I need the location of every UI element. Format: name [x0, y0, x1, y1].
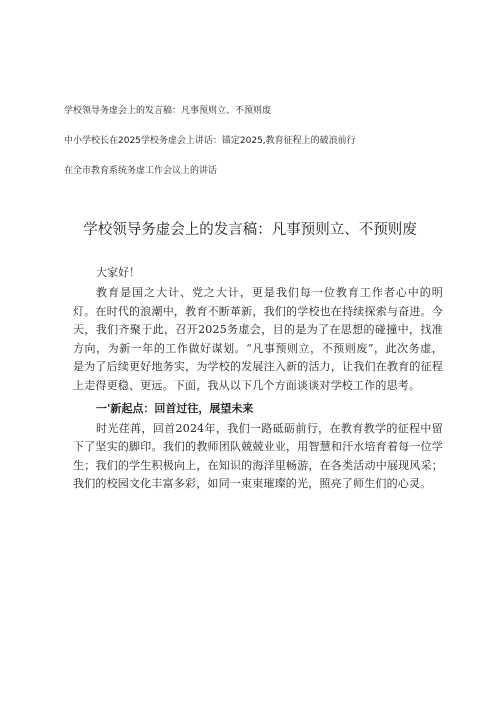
document-title: 学校领导务虚会上的发言稿：凡事预则立、不预则废	[83, 222, 417, 238]
toc-item-1[interactable]: 学校领导务虚会上的发言稿：凡事预则立、不预则废	[64, 106, 272, 116]
toc-item-2[interactable]: 中小学校长在2025学校务虚会上讲话：锚定2025,教育征程上的破浪前行	[64, 136, 356, 146]
document-body	[73, 264, 443, 494]
intro-paragraph: 教育是国之大计、党之大计，更是我们每一位教育工作者心中的明灯。在时代的浪潮中，教育不断革新，我们的学校也在持续探索与奋进。今天，我们齐聚于此，召开2025务虚会，目的是为了在思想的碰撞中，找准方向，为新一年的工作做好谋划。“凡事预则立，不预则废”，此次务虚，是为了后续更好地务实，为学校的发展注入新的活力，让我们在教育的征程上走得更稳、更远。下面，我从以下几个方面谈谈对学校工作的思考。	[73, 286, 443, 392]
section-heading: 一'新起点：回首过往，展望未来	[96, 401, 254, 415]
toc-item-3[interactable]: 在全市教育系统务虚工作会议上的讲话	[64, 166, 218, 176]
section-paragraph: 时光荏苒，回首2024年，我们一路砥砺前行，在教育教学的征程中留下了坚实的脚印。我们的教师团队兢兢业业，用智慧和汗水培育着每一位学生；我们的学生积极向上，在知识的海洋里畅游，在各类活动中展现风采；我们的校园文化丰富多彩，如同一束束璀璨的光，照亮了师生们的心灵。	[73, 421, 443, 491]
table-of-contents	[64, 104, 444, 178]
greeting: 大家好！	[96, 266, 140, 279]
